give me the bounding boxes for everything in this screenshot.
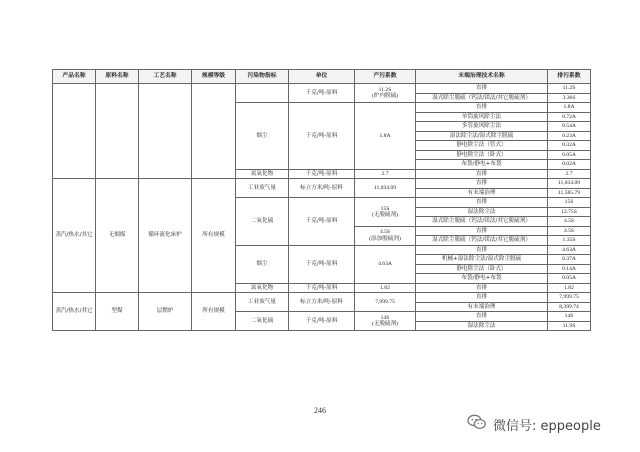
table-cell: 静电除尘法（卧式）: [416, 150, 548, 160]
table-cell: 0.72A: [548, 112, 591, 122]
table-cell: 直排: [416, 103, 548, 113]
header-cell: 产污系数: [355, 70, 416, 84]
table-cell: 湿法除尘法/湿式除尘脱硫: [416, 131, 548, 141]
table-cell: 蒸汽/热水/其它: [53, 179, 96, 293]
table-cell: 二氧化硫: [236, 198, 289, 246]
table-cell: 直排: [416, 169, 548, 179]
table-cell: 12.75S: [548, 207, 591, 217]
table-cell: 烟尘: [236, 103, 289, 170]
table-cell: 湿式除尘脱硫（钙法/镁法/其它脱硫剂）: [416, 236, 548, 246]
table-cell: 氮氧化物: [236, 283, 289, 293]
table-cell: 蒸汽/热水/其它: [53, 293, 96, 331]
table-cell: 直排: [416, 245, 548, 255]
page-number: 246: [314, 406, 326, 415]
table-cell: 有末端治理: [416, 302, 548, 312]
table-cell: 千克/吨-原料: [289, 283, 355, 293]
table-cell: 千克/吨-原料: [289, 312, 355, 331]
table-cell: 0.05A: [548, 150, 591, 160]
table-cell: 2.7: [548, 169, 591, 179]
table-cell: 层燃炉: [139, 293, 192, 331]
table-cell: 湿法除尘法: [416, 207, 548, 217]
table-cell: 11,585.79: [548, 188, 591, 198]
table-cell: 直排: [416, 226, 548, 236]
table-header-row: [53, 70, 591, 84]
table-cell: 千克/吨-原料: [289, 169, 355, 179]
table-cell: 所有规模: [192, 293, 236, 331]
table-cell: 1.82: [355, 283, 416, 293]
table-cell: 7,999.75: [548, 293, 591, 303]
table-cell: 有末端治理: [416, 188, 548, 198]
table-cell: 型煤: [96, 293, 139, 331]
table-cell: 14S (无脱硫剂): [355, 312, 416, 331]
table-cell: 直排: [416, 312, 548, 322]
table-cell: 11.9S: [548, 321, 591, 331]
table-cell: 布袋/静电+布袋: [416, 160, 548, 170]
table-cell: 所有规模: [192, 179, 236, 293]
table-cell: 0.54A: [548, 122, 591, 132]
table-cell: 11,034.09: [548, 179, 591, 189]
table-cell: 标立方米/吨-原料: [289, 179, 355, 198]
table-cell: 2.7: [355, 169, 416, 179]
table-row: [53, 293, 591, 303]
table-cell: 千克/吨-原料: [289, 84, 355, 103]
table-cell: 静电除尘法（卧式）: [416, 264, 548, 274]
table-cell: 湿式除尘脱硫（钙法/镁法/其它脱硫剂）: [416, 93, 548, 103]
table-cell: 0.37A: [548, 255, 591, 265]
table-cell: 1.8A: [355, 103, 416, 170]
table-cell: 机械+湿法除尘法/湿式除尘脱硫: [416, 255, 548, 265]
table-cell: 二氧化硫: [236, 312, 289, 331]
table-cell: 循环流化床炉: [139, 179, 192, 293]
table-cell: 标立方米/吨-原料: [289, 293, 355, 312]
table-cell: 工业废气量: [236, 179, 289, 198]
table-cell: 多管旋风除尘法: [416, 122, 548, 132]
header-cell: 污染物指标: [236, 70, 289, 84]
table-cell: 千克/吨-原料: [289, 103, 355, 170]
table-cell: 1.8A: [548, 103, 591, 113]
wechat-watermark: [467, 414, 601, 434]
table-cell: 0.32A: [548, 141, 591, 151]
header-cell: 工艺名称: [139, 70, 192, 84]
table-cell: 3.36S: [548, 93, 591, 103]
wechat-icon: [467, 414, 487, 434]
header-cell: 末端治理技术名称: [416, 70, 548, 84]
table-cell: [96, 84, 139, 179]
table-cell: 直排: [416, 293, 548, 303]
table-cell: 8,399.74: [548, 302, 591, 312]
table-cell: 湿式除尘脱硫（钙法/镁法/其它脱硫剂）: [416, 217, 548, 227]
table-cell: 1.82: [548, 283, 591, 293]
table-cell: 7,999.75: [355, 293, 416, 312]
table-cell: [53, 84, 96, 179]
header-cell: 原料名称: [96, 70, 139, 84]
table-cell: 11,034.09: [355, 179, 416, 198]
header-cell: 产品名称: [53, 70, 96, 84]
emission-coefficient-table: [52, 69, 591, 331]
table-cell: 4.5S: [548, 226, 591, 236]
table-cell: 千克/吨-原料: [289, 245, 355, 283]
table-cell: 氮氧化物: [236, 169, 289, 179]
header-cell: 单位: [289, 70, 355, 84]
table-cell: 直排: [416, 84, 548, 94]
watermark-text: 微信号: eppeople: [493, 418, 601, 434]
table-cell: 14S: [548, 312, 591, 322]
table-cell: 15S (无脱硫剂): [355, 198, 416, 227]
table-cell: 无烟煤: [96, 179, 139, 293]
table-cell: 11.2S: [548, 84, 591, 94]
table-cell: 直排: [416, 198, 548, 208]
table-cell: 4.63A: [548, 245, 591, 255]
table-cell: 1.35S: [548, 236, 591, 246]
table-cell: 单筒旋风除尘法: [416, 112, 548, 122]
table-cell: 工业废气量: [236, 293, 289, 312]
table-cell: 0.14A: [548, 264, 591, 274]
table-cell: 千克/吨-原料: [289, 198, 355, 246]
table-cell: 15S: [548, 198, 591, 208]
table-cell: 直排: [416, 179, 548, 189]
table-cell: 0.02A: [548, 160, 591, 170]
header-cell: 排污系数: [548, 70, 591, 84]
table-cell: 布袋/静电+布袋: [416, 274, 548, 284]
table-cell: 0.23A: [548, 131, 591, 141]
table-cell: [139, 84, 192, 179]
header-cell: 规模等级: [192, 70, 236, 84]
table-cell: 直排: [416, 283, 548, 293]
table-row: [53, 84, 591, 94]
table-cell: 烟尘: [236, 245, 289, 283]
table-row: [53, 179, 591, 189]
table-cell: 4.63A: [355, 245, 416, 283]
table-cell: 0.05A: [548, 274, 591, 284]
table-cell: 4.5S: [548, 217, 591, 227]
table-cell: [192, 84, 236, 179]
table-cell: 4.5S (添加脱硫剂): [355, 226, 416, 245]
table-cell: 静电除尘法（管式）: [416, 141, 548, 151]
table-cell: 湿法除尘法: [416, 321, 548, 331]
table-cell: 11.2S (炉内脱硫): [355, 84, 416, 103]
table-cell: [236, 84, 289, 103]
